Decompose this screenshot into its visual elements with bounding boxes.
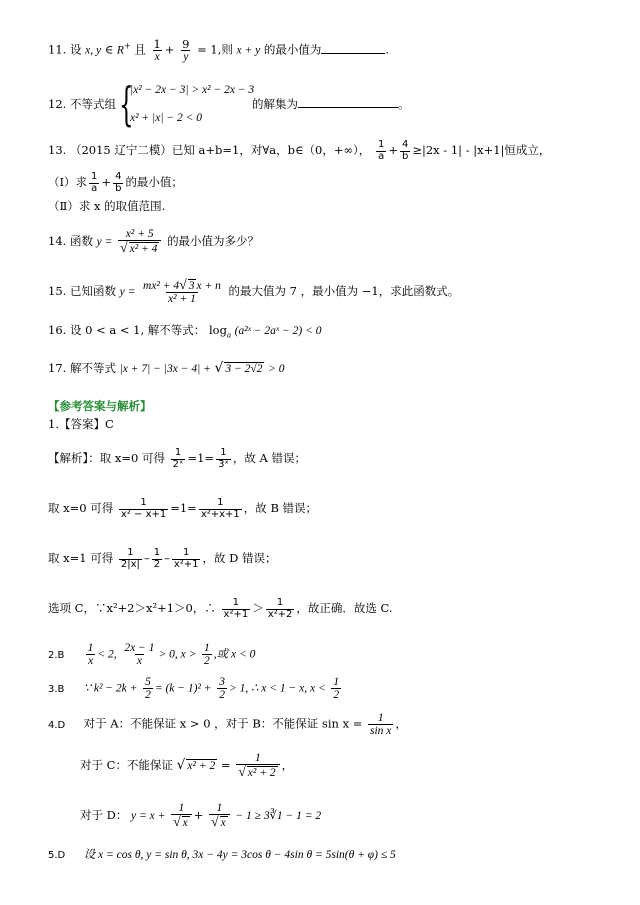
fraction: $\frac{\text{x² + 5}}{\text{√ x² + 4}}$ xyxy=(118,228,161,256)
system-brace: { xyxy=(119,77,134,131)
fraction: $\frac{2x - 1}{x}$ xyxy=(124,642,155,668)
q14-number: 14. xyxy=(48,233,67,248)
fraction: $\frac{1}{2|x|}$ xyxy=(120,547,140,570)
answer-4-d: 对于 D： y = x + $\frac{1}{√ x}$ + $\frac{1}{√ x}$ − 1 ≥ 3∛1 − 1 = 2 xyxy=(80,802,322,830)
q12-row1: |x² − 2x − 3| > x² − 2x − 3 xyxy=(130,84,255,96)
fraction: $\frac{\text{mx² + 4√ 3 x + n}}{\text{x² + 1}}$ xyxy=(143,277,221,306)
fraction: $\frac{1}{x}$ xyxy=(153,37,161,64)
answers-heading: 【参考答案与解析】 xyxy=(48,399,152,413)
fraction: $\frac{1}{√ x}$ xyxy=(171,802,192,830)
fraction: $\frac{5}{2}$ xyxy=(145,676,151,702)
question-12: 12. 不等式组 xyxy=(48,97,116,111)
q11-number: 11. xyxy=(48,42,67,57)
q12-number: 12. xyxy=(48,97,67,111)
answer-3: 3.B ∵ k² − 2k + $\frac{5}{2}$ = (k − 1)² + $\frac{3}{2}$ > 1, ∴ x < 1 − x, x < $\frac{1}{2}$ xyxy=(48,676,340,702)
fraction: $\frac{1}{x}$ xyxy=(87,642,94,668)
answer-4: 4.D 对于 A：不能保证 x > 0 ，对于 B：不能保证 sin x = $\frac{1}{\text{sin x}}$ ， xyxy=(48,712,407,738)
fraction: $\frac{1}{2}$ xyxy=(153,547,161,570)
question-16: 16. 设 0 < a < 1, 解不等式： $\log_a$ (a²ˣ − 2aˣ − 2) < 0 xyxy=(48,323,322,340)
fraction: $\frac{3}{2}$ xyxy=(219,676,225,702)
fraction: $\frac{1}{\text{3ˣ}}$ xyxy=(218,447,229,470)
question-11: 11. 设 x, y ∈ R+ 且 $\frac{1}{x}$ + $\frac{9}{y}$ = 1,则 x + y 的最小值为 . xyxy=(48,37,390,64)
question-13: 13. （2015 辽宁二模）已知 a+b=1，对∀a，b∈（0，+∞）， $\frac{1}{a}$ + $\frac{4}{b}$ ≥|2x - 1| - |x+1|恒成立， xyxy=(48,139,551,162)
answer-1-analysis-c: 选项 C，∵x²+2＞x²+1＞0，∴ $\frac{1}{\text{x²+1}}$ ＞ $\frac{1}{\text{x²+2}}$ ，故正确．故选 C. xyxy=(48,597,393,620)
answer-blank xyxy=(321,53,385,54)
fraction: $\frac{1}{2}$ xyxy=(333,676,340,702)
fraction: $\frac{1}{\text{2ˣ}}$ xyxy=(172,447,184,470)
fraction: $\frac{1}{\text{x²+x+1}}$ xyxy=(200,497,240,520)
q13-number: 13. xyxy=(48,143,67,157)
fraction: $\frac{1}{\text{x²+1}}$ xyxy=(173,547,199,570)
question-17: 17. 解不等式 |x + 7| − |3x − 4| + √ 3 − 2√2 > 0 xyxy=(48,360,285,376)
q15-number: 15. xyxy=(48,283,67,298)
q12-tail: 的解集为 。 xyxy=(252,97,410,111)
fraction: $\frac{1}{\text{x²+1}}$ xyxy=(223,597,249,620)
q12-row2: x² + |x| − 2 < 0 xyxy=(130,112,203,124)
q13-part1: （Ⅰ）求 $\frac{1}{a}$ + $\frac{4}{b}$ 的最小值； xyxy=(48,171,183,194)
answer-blank xyxy=(298,107,398,108)
question-14: 14. 函数 y = $\frac{\text{x² + 5}}{\text{√ x² + 4}}$ 的最小值为多少？ xyxy=(48,228,260,256)
answer-1-label: 1.【答案】C xyxy=(48,417,114,431)
q13-part2: （Ⅱ）求 x 的取值范围. xyxy=(48,199,166,213)
answer-1-analysis-b: 取 x=0 可得 $\frac{1}{\text{x² − x+1}}$ =1= $\frac{1}{\text{x²+x+1}}$ ，故 B 错误； xyxy=(48,497,318,520)
q16-number: 16. xyxy=(48,323,67,337)
answer-4-c: 对于 C：不能保证 √ x² + 2 = $\frac{1}{\text{√ x² + 2}}$ ， xyxy=(80,752,294,780)
fraction: $\frac{1}{a}$ xyxy=(91,171,98,194)
answer-2: 2.B $\frac{1}{x}$ < 2, $\frac{2x - 1}{x}$ > 0, x > $\frac{1}{2}$ ,或 x < 0 xyxy=(48,642,256,668)
answer-1-analysis-a: 【解析】：取 x=0 可得 $\frac{1}{\text{2ˣ}}$ =1= $\frac{1}{\text{3ˣ}}$ ，故 A 错误； xyxy=(48,447,306,470)
fraction: $\frac{1}{\text{x²+2}}$ xyxy=(267,597,293,620)
question-15: 15. 已知函数 y = $\frac{\text{mx² + 4√ 3 x + n}}{\text{x² + 1}}$ 的最大值为 7 ，最小值为 −1，求此函数式。 xyxy=(48,277,460,306)
fraction: $\frac{4}{b}$ xyxy=(401,139,409,162)
fraction: $\frac{1}{a}$ xyxy=(377,139,385,162)
q17-number: 17. xyxy=(48,361,67,375)
fraction: $\frac{4}{b}$ xyxy=(115,171,122,194)
fraction: $\frac{1}{\text{sin x}}$ xyxy=(370,712,392,738)
fraction: $\frac{9}{y}$ xyxy=(182,37,190,64)
answer-5: 5.D 设 x = cos θ, y = sin θ, 3x − 4y = 3cos θ − 4sin θ = 5sin(θ + φ) ≤ 5 xyxy=(48,849,396,861)
fraction: $\frac{1}{\text{√ x² + 2}}$ xyxy=(236,752,279,780)
fraction: $\frac{1}{\text{x² − x+1}}$ xyxy=(120,497,167,520)
answer-1-analysis-d: 取 x=1 可得 $\frac{1}{2|x|}$ – $\frac{1}{2}$ – $\frac{1}{\text{x²+1}}$ ，故 D 错误； xyxy=(48,547,277,570)
fraction: $\frac{1}{2}$ xyxy=(203,642,210,668)
fraction: $\frac{1}{√ x}$ xyxy=(209,802,230,830)
